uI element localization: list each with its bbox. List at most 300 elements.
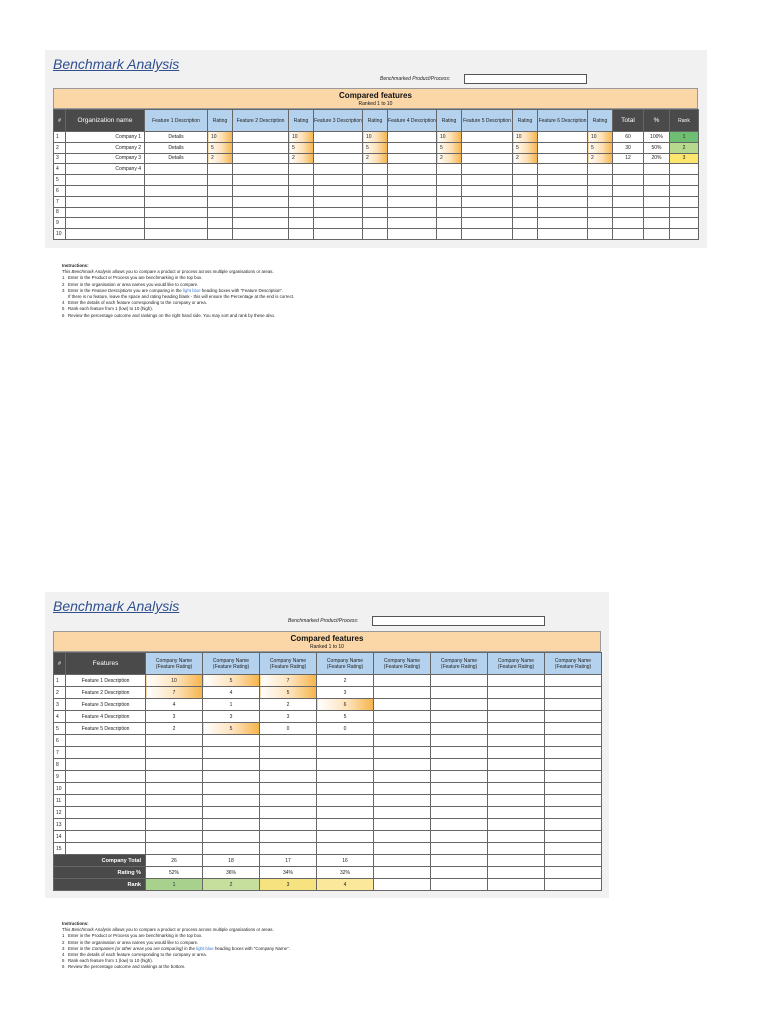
feature-6-details-cell[interactable]: [538, 207, 588, 218]
company-rating-cell[interactable]: [146, 843, 203, 855]
rating-cell[interactable]: [588, 207, 613, 218]
organization-name-cell[interactable]: Company 2: [66, 142, 145, 153]
feature-6-details-cell[interactable]: [538, 142, 588, 153]
rating-cell[interactable]: [289, 164, 314, 175]
company-rating-cell[interactable]: [146, 807, 203, 819]
feature-4-details-cell[interactable]: [388, 142, 437, 153]
col-feature-3[interactable]: Feature 3 Description: [314, 110, 363, 132]
feature-1-details-cell[interactable]: [145, 218, 208, 229]
feature-description-cell[interactable]: [66, 759, 146, 771]
table-row: [54, 783, 602, 795]
rating-cell[interactable]: [363, 218, 388, 229]
company-rating-cell[interactable]: [317, 843, 374, 855]
company-rating-cell[interactable]: [317, 783, 374, 795]
feature-4-details-cell[interactable]: [388, 185, 437, 196]
feature-6-details-cell[interactable]: [538, 132, 588, 143]
feature-description-cell[interactable]: [66, 747, 146, 759]
feature-1-details-cell[interactable]: [145, 185, 208, 196]
company-rating-cell[interactable]: [374, 687, 431, 699]
company-rating-cell[interactable]: [488, 819, 545, 831]
company-rating-cell[interactable]: [488, 687, 545, 699]
company-rating-cell[interactable]: [431, 735, 488, 747]
company-rating-cell[interactable]: 0: [317, 723, 374, 735]
company-rating-cell[interactable]: 7: [260, 675, 317, 687]
benchmarked-product-input[interactable]: [464, 74, 587, 84]
feature-3-details-cell[interactable]: [314, 196, 363, 207]
feature-2-details-cell[interactable]: [233, 153, 289, 164]
company-rating-cell[interactable]: [374, 723, 431, 735]
rating-cell[interactable]: [588, 229, 613, 240]
row-number: 2: [54, 687, 66, 699]
feature-description-cell[interactable]: [66, 795, 146, 807]
col-company-8[interactable]: Company Name (Feature Rating): [545, 653, 602, 675]
company-rating-cell[interactable]: [374, 843, 431, 855]
feature-description-cell[interactable]: [66, 831, 146, 843]
company-rating-cell[interactable]: [260, 771, 317, 783]
feature-4-details-cell[interactable]: [388, 196, 437, 207]
company-rating-cell[interactable]: 3: [146, 711, 203, 723]
company-rating-cell[interactable]: 1: [203, 699, 260, 711]
table-row: [54, 771, 602, 783]
company-rating-cell[interactable]: [203, 843, 260, 855]
feature-2-details-cell[interactable]: [233, 185, 289, 196]
company-rating-cell[interactable]: [260, 759, 317, 771]
company-rating-cell[interactable]: [488, 783, 545, 795]
organization-name-cell[interactable]: [66, 196, 145, 207]
company-rating-cell[interactable]: 0: [260, 723, 317, 735]
company-rating-cell[interactable]: 6: [317, 699, 374, 711]
rating-cell[interactable]: [513, 196, 538, 207]
rating-cell[interactable]: [289, 185, 314, 196]
feature-description-cell[interactable]: [66, 807, 146, 819]
feature-2-details-cell[interactable]: [233, 207, 289, 218]
company-rating-cell[interactable]: [317, 831, 374, 843]
company-rating-cell[interactable]: [431, 831, 488, 843]
company-rating-cell[interactable]: [431, 675, 488, 687]
rating-cell[interactable]: [437, 196, 462, 207]
company-rating-cell[interactable]: [431, 747, 488, 759]
feature-description-cell[interactable]: [66, 783, 146, 795]
company-rating-cell[interactable]: [374, 771, 431, 783]
row-number: 1: [54, 132, 66, 143]
rating-cell[interactable]: [208, 229, 233, 240]
rating-cell[interactable]: 2: [588, 153, 613, 164]
feature-2-details-cell[interactable]: [233, 142, 289, 153]
rating-cell[interactable]: [513, 164, 538, 175]
feature-3-details-cell[interactable]: [314, 229, 363, 240]
organization-name-cell[interactable]: [66, 218, 145, 229]
col-rating-4: Rating: [437, 110, 462, 132]
feature-2-details-cell[interactable]: [233, 229, 289, 240]
feature-5-details-cell[interactable]: [462, 218, 513, 229]
feature-5-details-cell[interactable]: [462, 132, 513, 143]
feature-5-details-cell[interactable]: [462, 207, 513, 218]
feature-5-details-cell[interactable]: [462, 185, 513, 196]
rating-cell[interactable]: 5: [363, 142, 388, 153]
company-rating-cell[interactable]: [488, 735, 545, 747]
company-rating-cell[interactable]: [545, 819, 602, 831]
company-rating-cell[interactable]: [431, 759, 488, 771]
company-rating-cell[interactable]: [317, 771, 374, 783]
company-rating-cell[interactable]: [203, 831, 260, 843]
col-feature-2[interactable]: Feature 2 Description: [233, 110, 289, 132]
company-rating-cell[interactable]: [146, 759, 203, 771]
feature-4-details-cell[interactable]: [388, 175, 437, 186]
feature-description-cell[interactable]: Feature 2 Description: [66, 687, 146, 699]
feature-4-details-cell[interactable]: [388, 164, 437, 175]
organization-name-cell[interactable]: [66, 175, 145, 186]
company-rating-cell[interactable]: 5: [317, 711, 374, 723]
company-rating-cell[interactable]: [374, 735, 431, 747]
company-rating-cell[interactable]: [488, 675, 545, 687]
feature-2-details-cell[interactable]: [233, 218, 289, 229]
feature-4-details-cell[interactable]: [388, 218, 437, 229]
feature-description-cell[interactable]: [66, 843, 146, 855]
total-cell: [613, 196, 644, 207]
rating-cell[interactable]: 10: [208, 132, 233, 143]
feature-3-details-cell[interactable]: [314, 142, 363, 153]
feature-2-details-cell[interactable]: [233, 132, 289, 143]
rank-cell: 2: [670, 142, 699, 153]
company-rating-cell[interactable]: [374, 699, 431, 711]
company-rating-cell[interactable]: [545, 699, 602, 711]
company-rating-cell[interactable]: [260, 795, 317, 807]
company-rating-cell[interactable]: [146, 819, 203, 831]
rating-cell[interactable]: [363, 175, 388, 186]
feature-1-details-cell[interactable]: [145, 164, 208, 175]
rating-cell[interactable]: [208, 218, 233, 229]
company-rating-cell[interactable]: [146, 795, 203, 807]
company-rating-cell[interactable]: 5: [203, 723, 260, 735]
organization-name-cell[interactable]: [66, 229, 145, 240]
company-rating-cell[interactable]: [374, 807, 431, 819]
company-rating-cell[interactable]: [431, 723, 488, 735]
col-features: Features: [66, 653, 146, 675]
benchmarked-product-input[interactable]: [372, 616, 545, 626]
feature-description-cell[interactable]: Feature 3 Description: [66, 699, 146, 711]
feature-2-details-cell[interactable]: [233, 196, 289, 207]
row-number: 11: [54, 795, 66, 807]
rating-cell[interactable]: [588, 196, 613, 207]
col-company-6[interactable]: Company Name (Feature Rating): [431, 653, 488, 675]
table-row: [54, 218, 699, 229]
col-company-3[interactable]: Company Name (Feature Rating): [260, 653, 317, 675]
rating-cell[interactable]: [289, 218, 314, 229]
rating-cell[interactable]: 10: [289, 132, 314, 143]
company-rating-cell[interactable]: [374, 795, 431, 807]
rating-cell[interactable]: [437, 218, 462, 229]
company-rating-cell[interactable]: [260, 783, 317, 795]
rating-cell[interactable]: [289, 207, 314, 218]
rating-cell[interactable]: 10: [513, 132, 538, 143]
company-rating-cell[interactable]: [488, 759, 545, 771]
rating-cell[interactable]: [208, 196, 233, 207]
instruction-step: 4 Enter the details of each feature corresponding to the company or area.: [62, 300, 207, 306]
rating-cell[interactable]: [437, 207, 462, 218]
rating-cell[interactable]: [437, 185, 462, 196]
company-rating-cell[interactable]: [260, 807, 317, 819]
rating-cell[interactable]: 5: [437, 142, 462, 153]
feature-5-details-cell[interactable]: [462, 142, 513, 153]
feature-6-details-cell[interactable]: [538, 153, 588, 164]
company-rating-cell[interactable]: 4: [146, 699, 203, 711]
company-rating-cell[interactable]: 5: [203, 675, 260, 687]
company-rating-cell[interactable]: [488, 795, 545, 807]
rating-cell[interactable]: 5: [588, 142, 613, 153]
benchmark-sheet-features: [45, 592, 609, 898]
row-number: 8: [54, 207, 66, 218]
feature-3-details-cell[interactable]: [314, 218, 363, 229]
organization-name-cell[interactable]: [66, 207, 145, 218]
company-rating-cell[interactable]: [260, 735, 317, 747]
rating-cell[interactable]: 2: [363, 153, 388, 164]
company-rating-cell[interactable]: [545, 711, 602, 723]
company-rating-cell[interactable]: 5: [260, 687, 317, 699]
feature-description-cell[interactable]: [66, 771, 146, 783]
rating-cell[interactable]: [588, 175, 613, 186]
company-rating-cell[interactable]: [488, 699, 545, 711]
compared-features-subtitle: Ranked 1 to 10: [310, 644, 344, 650]
rating-cell[interactable]: [289, 175, 314, 186]
rating-cell[interactable]: [363, 164, 388, 175]
company-rating-cell[interactable]: [545, 843, 602, 855]
company-rating-cell[interactable]: [146, 783, 203, 795]
rank-label: Rank: [54, 879, 146, 891]
feature-1-details-cell[interactable]: Details: [145, 132, 208, 143]
company-rating-cell[interactable]: [545, 687, 602, 699]
company-rating-cell[interactable]: [203, 795, 260, 807]
company-rating-cell[interactable]: [146, 747, 203, 759]
company-rating-cell[interactable]: [431, 819, 488, 831]
company-rating-cell[interactable]: [431, 843, 488, 855]
company-rating-cell[interactable]: [488, 771, 545, 783]
feature-3-details-cell[interactable]: [314, 207, 363, 218]
rating-cell[interactable]: [437, 164, 462, 175]
organization-name-cell[interactable]: Company 3: [66, 153, 145, 164]
feature-3-details-cell[interactable]: [314, 132, 363, 143]
company-rating-cell[interactable]: 2: [317, 675, 374, 687]
company-rating-cell[interactable]: [374, 831, 431, 843]
company-rating-cell[interactable]: [317, 747, 374, 759]
feature-description-cell[interactable]: [66, 819, 146, 831]
rating-cell[interactable]: 5: [513, 142, 538, 153]
company-rating-cell[interactable]: [260, 843, 317, 855]
company-rating-cell[interactable]: [203, 747, 260, 759]
feature-1-details-cell[interactable]: Details: [145, 142, 208, 153]
company-rating-cell[interactable]: [203, 807, 260, 819]
feature-description-cell[interactable]: Feature 1 Description: [66, 675, 146, 687]
feature-3-details-cell[interactable]: [314, 185, 363, 196]
percent-cell: [644, 207, 670, 218]
rating-cell[interactable]: 5: [289, 142, 314, 153]
company-rating-cell[interactable]: [545, 747, 602, 759]
company-rating-cell[interactable]: [488, 831, 545, 843]
company-rating-cell[interactable]: [374, 759, 431, 771]
company-rating-cell[interactable]: 10: [146, 675, 203, 687]
feature-5-details-cell[interactable]: [462, 164, 513, 175]
rating-cell[interactable]: [513, 218, 538, 229]
company-rating-cell[interactable]: [146, 771, 203, 783]
col-company-7[interactable]: Company Name (Feature Rating): [488, 653, 545, 675]
rating-cell[interactable]: 10: [363, 132, 388, 143]
rating-cell[interactable]: [513, 207, 538, 218]
company-rating-cell[interactable]: [374, 819, 431, 831]
feature-5-details-cell[interactable]: [462, 175, 513, 186]
company-rating-cell[interactable]: [488, 747, 545, 759]
feature-6-details-cell[interactable]: [538, 164, 588, 175]
company-rating-cell[interactable]: [374, 783, 431, 795]
company-rating-cell[interactable]: [488, 711, 545, 723]
feature-6-details-cell[interactable]: [538, 185, 588, 196]
feature-5-details-cell[interactable]: [462, 196, 513, 207]
company-rating-cell[interactable]: [545, 759, 602, 771]
company-rating-cell[interactable]: [146, 735, 203, 747]
rating-cell[interactable]: [289, 196, 314, 207]
rating-cell[interactable]: [363, 185, 388, 196]
col-company-5[interactable]: Company Name (Feature Rating): [374, 653, 431, 675]
col-feature-5[interactable]: Feature 5 Description: [462, 110, 513, 132]
feature-5-details-cell[interactable]: [462, 229, 513, 240]
feature-description-cell[interactable]: [66, 735, 146, 747]
feature-2-details-cell[interactable]: [233, 175, 289, 186]
rating-cell[interactable]: [513, 229, 538, 240]
company-rating-cell[interactable]: 4: [203, 687, 260, 699]
rating-cell[interactable]: [363, 229, 388, 240]
company-rating-cell[interactable]: [431, 807, 488, 819]
company-rating-cell[interactable]: [203, 759, 260, 771]
rating-cell[interactable]: [513, 185, 538, 196]
rating-cell[interactable]: [588, 164, 613, 175]
feature-6-details-cell[interactable]: [538, 175, 588, 186]
col-company-2[interactable]: Company Name (Feature Rating): [203, 653, 260, 675]
company-rating-cell[interactable]: [203, 735, 260, 747]
company-rating-cell[interactable]: [431, 795, 488, 807]
rating-cell[interactable]: [588, 218, 613, 229]
rating-cell[interactable]: 5: [208, 142, 233, 153]
rating-cell[interactable]: [208, 175, 233, 186]
feature-4-details-cell[interactable]: [388, 207, 437, 218]
feature-6-details-cell[interactable]: [538, 229, 588, 240]
company-rating-cell[interactable]: 7: [146, 687, 203, 699]
company-rating-cell[interactable]: [431, 687, 488, 699]
feature-1-details-cell[interactable]: [145, 175, 208, 186]
company-rating-cell[interactable]: [317, 807, 374, 819]
col-feature-6[interactable]: Feature 6 Description: [538, 110, 588, 132]
rating-cell[interactable]: [208, 185, 233, 196]
rating-cell[interactable]: 10: [588, 132, 613, 143]
company-rating-cell[interactable]: [374, 711, 431, 723]
rating-cell[interactable]: [513, 175, 538, 186]
feature-6-details-cell[interactable]: [538, 196, 588, 207]
feature-1-details-cell[interactable]: [145, 229, 208, 240]
company-rating-cell[interactable]: [431, 699, 488, 711]
company-rating-cell[interactable]: 2: [260, 699, 317, 711]
company-rating-cell[interactable]: [146, 831, 203, 843]
feature-4-details-cell[interactable]: [388, 153, 437, 164]
company-rating-cell[interactable]: [317, 735, 374, 747]
rating-cell[interactable]: 2: [208, 153, 233, 164]
feature-5-details-cell[interactable]: [462, 153, 513, 164]
company-rating-cell[interactable]: [545, 735, 602, 747]
company-rating-cell[interactable]: [545, 795, 602, 807]
organization-name-cell[interactable]: Company 4: [66, 164, 145, 175]
feature-1-details-cell[interactable]: [145, 196, 208, 207]
company-rating-cell[interactable]: 3: [317, 687, 374, 699]
company-rating-cell[interactable]: [203, 771, 260, 783]
rating-cell[interactable]: 2: [289, 153, 314, 164]
feature-4-details-cell[interactable]: [388, 229, 437, 240]
company-rating-cell[interactable]: [545, 807, 602, 819]
feature-4-details-cell[interactable]: [388, 132, 437, 143]
col-company-4[interactable]: Company Name (Feature Rating): [317, 653, 374, 675]
company-rating-cell[interactable]: [203, 783, 260, 795]
rating-cell[interactable]: [363, 207, 388, 218]
rating-cell[interactable]: [363, 196, 388, 207]
company-rating-cell[interactable]: [431, 771, 488, 783]
rating-cell[interactable]: 2: [437, 153, 462, 164]
rating-cell[interactable]: 10: [437, 132, 462, 143]
company-rating-cell[interactable]: [203, 819, 260, 831]
rating-cell[interactable]: [208, 164, 233, 175]
feature-description-cell[interactable]: Feature 5 Description: [66, 723, 146, 735]
feature-description-cell[interactable]: Feature 4 Description: [66, 711, 146, 723]
col-company-1[interactable]: Company Name (Feature Rating): [146, 653, 203, 675]
row-number: 5: [54, 723, 66, 735]
feature-3-details-cell[interactable]: [314, 175, 363, 186]
company-rating-cell[interactable]: [374, 747, 431, 759]
company-rating-cell[interactable]: [431, 711, 488, 723]
col-feature-1[interactable]: Feature 1 Description: [145, 110, 208, 132]
feature-6-details-cell[interactable]: [538, 218, 588, 229]
feature-1-details-cell[interactable]: [145, 207, 208, 218]
company-rating-cell[interactable]: [545, 675, 602, 687]
company-rating-cell[interactable]: 2: [146, 723, 203, 735]
company-rating-cell[interactable]: [260, 819, 317, 831]
col-total: Total: [613, 110, 644, 132]
company-rating-cell[interactable]: [488, 723, 545, 735]
rating-cell[interactable]: [437, 229, 462, 240]
rating-cell[interactable]: 2: [513, 153, 538, 164]
company-rating-cell[interactable]: 3: [260, 711, 317, 723]
company-rating-cell[interactable]: [260, 747, 317, 759]
company-rating-cell[interactable]: [488, 807, 545, 819]
company-rating-cell[interactable]: [374, 675, 431, 687]
company-rating-cell[interactable]: [431, 783, 488, 795]
instructions-intro: This Benchmark Analysis allows you to compare a product or process across multiple organisations or areas.: [62, 269, 274, 275]
rating-cell[interactable]: [289, 229, 314, 240]
company-rating-cell[interactable]: [545, 771, 602, 783]
col-feature-4[interactable]: Feature 4 Description: [388, 110, 437, 132]
company-rating-cell[interactable]: [545, 723, 602, 735]
company-rating-cell[interactable]: [317, 795, 374, 807]
feature-3-details-cell[interactable]: [314, 153, 363, 164]
feature-2-details-cell[interactable]: [233, 164, 289, 175]
company-rating-cell[interactable]: [545, 831, 602, 843]
company-rating-cell[interactable]: [317, 759, 374, 771]
company-rating-cell[interactable]: [317, 819, 374, 831]
company-rating-cell[interactable]: [488, 843, 545, 855]
rating-cell[interactable]: [208, 207, 233, 218]
feature-3-details-cell[interactable]: [314, 164, 363, 175]
company-rating-cell[interactable]: [260, 831, 317, 843]
rating-cell[interactable]: [437, 175, 462, 186]
organization-name-cell[interactable]: Company 1: [66, 132, 145, 143]
feature-1-details-cell[interactable]: Details: [145, 153, 208, 164]
rating-cell[interactable]: [588, 185, 613, 196]
company-rating-cell[interactable]: 3: [203, 711, 260, 723]
company-rating-cell[interactable]: [545, 783, 602, 795]
organization-name-cell[interactable]: [66, 185, 145, 196]
